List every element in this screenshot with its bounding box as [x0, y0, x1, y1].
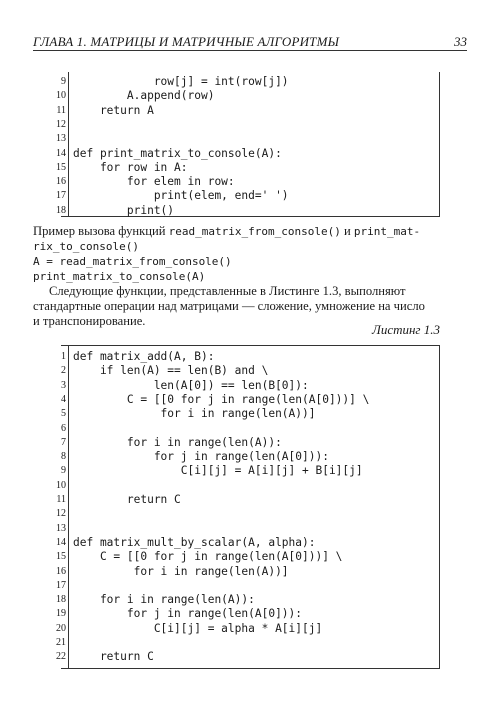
code-text: for elem in row: — [73, 175, 235, 189]
code-listing-continued — [56, 72, 440, 217]
code-text: A.append(row) — [73, 89, 215, 103]
line-number: 15 — [56, 161, 66, 173]
line-number: 1 — [61, 351, 66, 362]
line-number: 15 — [56, 551, 66, 563]
line-number: 11 — [56, 494, 66, 505]
line-number-gutter — [68, 72, 69, 216]
example-call-read: A = read_matrix_from_console() — [33, 255, 232, 268]
code-text: for j in range(len(A[0])): — [73, 450, 329, 464]
example-call-print: print_matrix_to_console(A) — [33, 270, 206, 283]
line-number: 17 — [56, 190, 66, 202]
code-text: C = [[0 for j in range(len(A[0]))] \ — [73, 550, 343, 564]
line-number: 14 — [56, 147, 66, 159]
line-number: 21 — [56, 637, 66, 648]
code-text: len(A[0]) == len(B[0]): — [73, 378, 309, 392]
line-number: 17 — [56, 579, 66, 591]
page-header — [33, 34, 467, 51]
chapter-title: ГЛАВА 1. МАТРИЦЫ И МАТРИЧНЫЕ АЛГОРИТМЫ — [33, 34, 340, 49]
page-number: 33 — [454, 34, 467, 49]
line-number: 8 — [61, 451, 66, 463]
line-number: 9 — [61, 465, 66, 477]
code-text: C[i][j] = alpha * A[i][j] — [73, 621, 323, 635]
line-number: 13 — [56, 522, 66, 534]
code-text: if len(A) == len(B) and \ — [73, 364, 269, 378]
example-intro — [33, 224, 443, 284]
code-text: print(elem, end=' ') — [73, 189, 289, 203]
line-number: 18 — [56, 594, 66, 606]
code-text: return C — [73, 650, 154, 664]
line-number: 5 — [61, 408, 66, 420]
func-name-print-part1: print_mat- — [353, 225, 421, 238]
line-number: 4 — [61, 393, 66, 405]
func-name-read: read_matrix_from_console() — [168, 225, 341, 238]
code-text: for i in range(len(A)): — [73, 435, 282, 449]
code-text: for i in range(len(A))] — [73, 407, 316, 421]
line-number: 7 — [61, 436, 66, 448]
line-number: 18 — [56, 204, 66, 216]
line-number: 3 — [61, 379, 66, 391]
code-listing-1-3 — [56, 345, 440, 669]
code-text: for i in range(len(A))] — [73, 564, 289, 578]
line-number: 19 — [56, 608, 66, 620]
code-text: C = [[0 for j in range(len(A[0]))] \ — [73, 392, 370, 406]
line-number-gutter — [68, 346, 69, 668]
line-number: 22 — [56, 651, 66, 663]
listing-label: Листинг 1.3 — [372, 322, 440, 337]
line-number: 6 — [61, 422, 66, 434]
intro-text: Пример вызова функций — [33, 224, 169, 238]
code-text: for row in A: — [73, 160, 188, 174]
code-text: for j in range(len(A[0])): — [73, 607, 303, 621]
code-text: def print_matrix_to_console(A): — [73, 146, 282, 160]
code-text: return A — [73, 103, 154, 117]
code-text: def matrix_mult_by_scalar(A, alpha): — [73, 535, 316, 549]
and-text: и — [340, 224, 354, 238]
line-number: 20 — [56, 622, 66, 634]
code-text: for i in range(len(A)): — [73, 593, 255, 607]
line-number: 16 — [56, 565, 66, 577]
para-line-1: Следующие функции, представленные в Листинге 1.3, выполняют — [49, 284, 406, 298]
code-text: return C — [73, 493, 181, 506]
para-line-3: и транспонирование. — [33, 314, 146, 328]
func-name-print-part2: rix_to_console() — [33, 240, 139, 253]
line-number: 13 — [56, 133, 66, 145]
para-line-2: стандартные операции над матрицами — сложение, умножение на число — [33, 299, 425, 313]
code-text: def matrix_add(A, B): — [73, 350, 215, 363]
line-number: 16 — [56, 176, 66, 188]
line-number: 2 — [61, 365, 66, 377]
code-text: C[i][j] = A[i][j] + B[i][j] — [73, 464, 363, 478]
line-number: 12 — [56, 508, 66, 520]
line-number: 10 — [56, 479, 66, 491]
line-number: 14 — [56, 536, 66, 548]
code-text: row[j] = int(row[j]) — [73, 75, 289, 88]
line-number: 10 — [56, 90, 66, 102]
line-number: 11 — [56, 104, 66, 116]
line-number: 12 — [56, 118, 66, 130]
code-text: print() — [73, 203, 175, 217]
line-number: 9 — [61, 76, 66, 87]
